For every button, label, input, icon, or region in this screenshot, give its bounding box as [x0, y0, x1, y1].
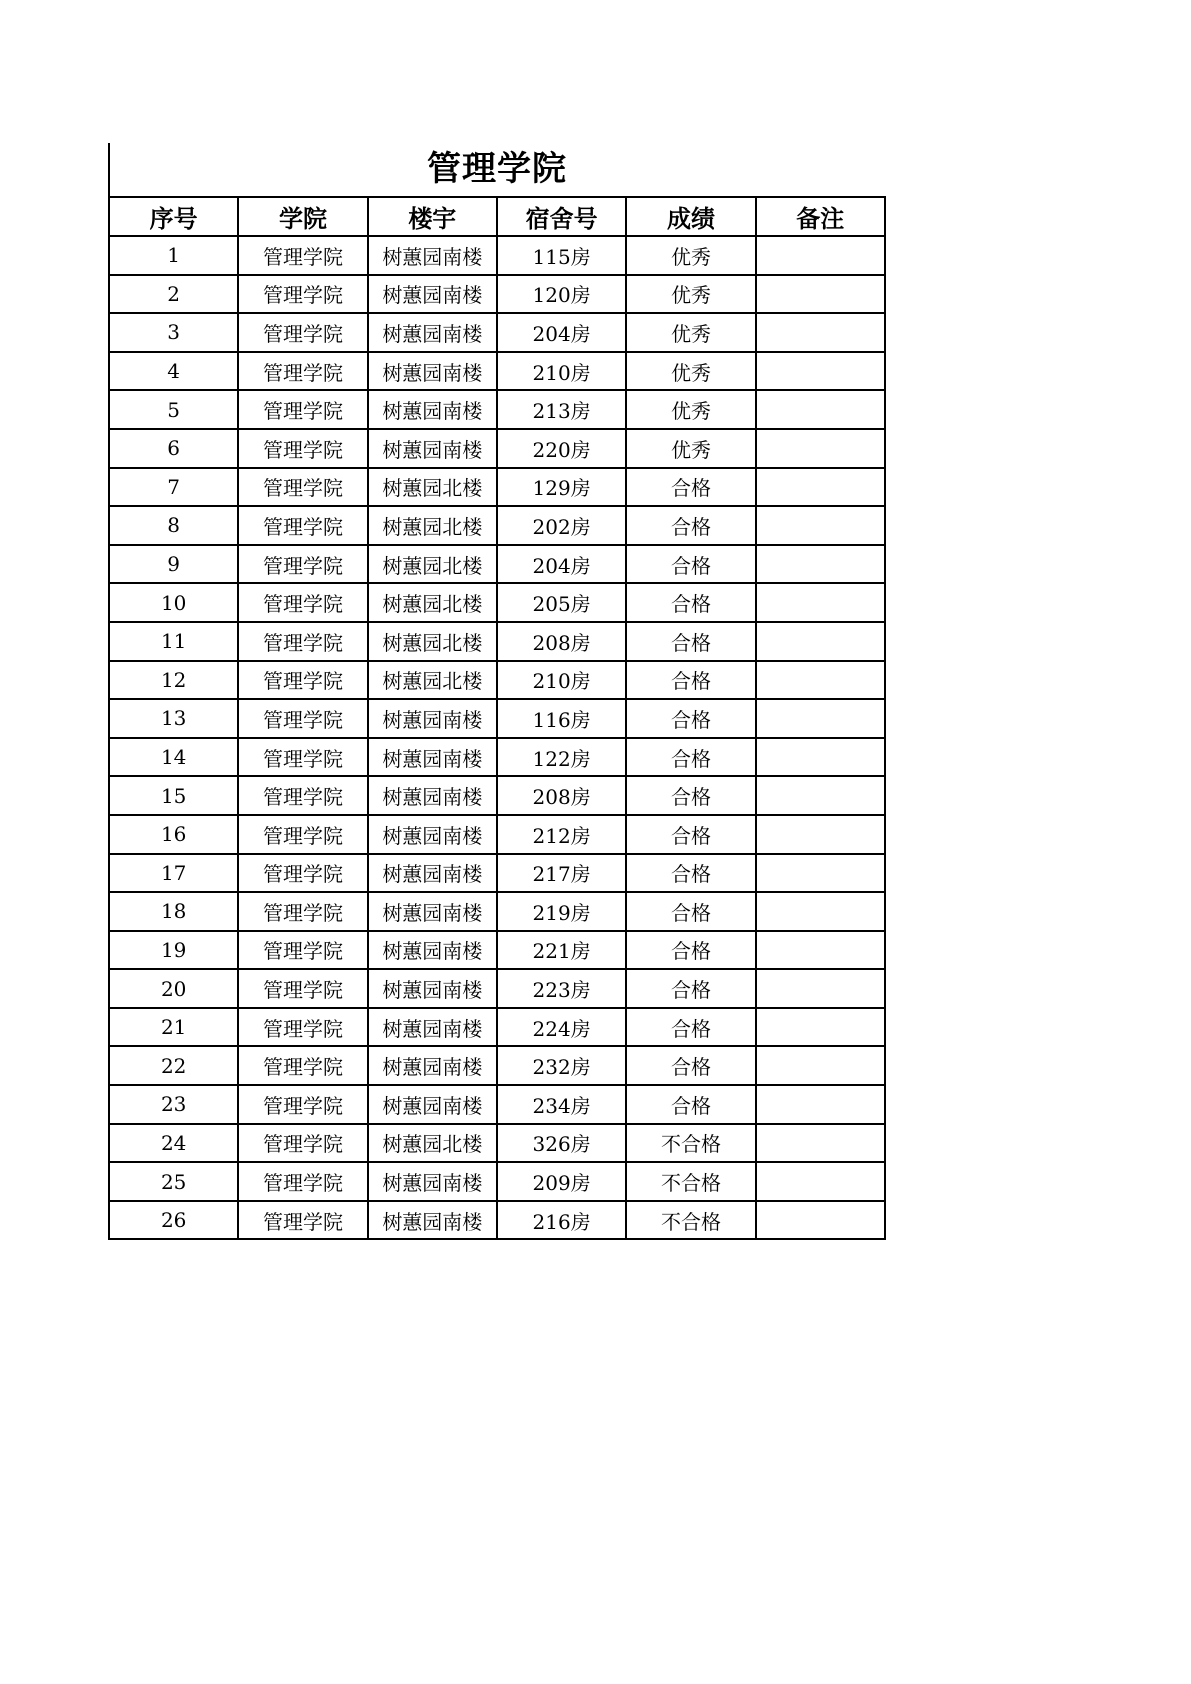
cell-grade: 不合格 [626, 1162, 755, 1201]
table-row [109, 275, 885, 314]
cell-room: 120房 [497, 275, 626, 314]
cell-index: 22 [109, 1046, 238, 1085]
cell-index: 25 [109, 1162, 238, 1201]
cell-index: 4 [109, 352, 238, 391]
cell-college: 管理学院 [238, 738, 367, 777]
cell-remarks [756, 892, 885, 931]
cell-remarks [756, 506, 885, 545]
cell-room: 204房 [497, 313, 626, 352]
cell-college: 管理学院 [238, 506, 367, 545]
cell-grade: 合格 [626, 1085, 755, 1124]
cell-remarks [756, 275, 885, 314]
cell-building: 树蕙园南楼 [368, 699, 497, 738]
table-row [109, 1008, 885, 1047]
cell-building: 树蕙园北楼 [368, 545, 497, 584]
cell-grade: 合格 [626, 892, 755, 931]
cell-index: 17 [109, 854, 238, 893]
cell-remarks [756, 1162, 885, 1201]
cell-room: 210房 [497, 352, 626, 391]
cell-grade: 优秀 [626, 352, 755, 391]
cell-room: 116房 [497, 699, 626, 738]
table-row [109, 390, 885, 429]
cell-college: 管理学院 [238, 699, 367, 738]
cell-room: 213房 [497, 390, 626, 429]
cell-building: 树蕙园南楼 [368, 429, 497, 468]
cell-college: 管理学院 [238, 1201, 367, 1240]
cell-room: 220房 [497, 429, 626, 468]
cell-grade: 合格 [626, 931, 755, 970]
cell-index: 11 [109, 622, 238, 661]
header-index: 序号 [109, 197, 238, 236]
table-row [109, 892, 885, 931]
cell-building: 树蕙园南楼 [368, 1085, 497, 1124]
header-remarks: 备注 [756, 197, 885, 236]
cell-building: 树蕙园南楼 [368, 275, 497, 314]
cell-index: 5 [109, 390, 238, 429]
table-row [109, 429, 885, 468]
cell-index: 8 [109, 506, 238, 545]
table-body [109, 236, 885, 1239]
cell-index: 1 [109, 236, 238, 275]
cell-remarks [756, 1046, 885, 1085]
cell-grade: 合格 [626, 506, 755, 545]
cell-room: 217房 [497, 854, 626, 893]
cell-remarks [756, 854, 885, 893]
cell-building: 树蕙园南楼 [368, 352, 497, 391]
table-row [109, 352, 885, 391]
cell-building: 树蕙园南楼 [368, 738, 497, 777]
table-row [109, 545, 885, 584]
cell-room: 219房 [497, 892, 626, 931]
cell-room: 208房 [497, 622, 626, 661]
cell-college: 管理学院 [238, 854, 367, 893]
cell-room: 208房 [497, 776, 626, 815]
cell-college: 管理学院 [238, 622, 367, 661]
cell-index: 3 [109, 313, 238, 352]
cell-grade: 合格 [626, 545, 755, 584]
cell-remarks [756, 468, 885, 507]
header-room: 宿舍号 [497, 197, 626, 236]
cell-building: 树蕙园南楼 [368, 390, 497, 429]
cell-grade: 合格 [626, 622, 755, 661]
cell-building: 树蕙园南楼 [368, 1162, 497, 1201]
cell-college: 管理学院 [238, 275, 367, 314]
cell-room: 210房 [497, 661, 626, 700]
cell-grade: 优秀 [626, 390, 755, 429]
cell-grade: 合格 [626, 854, 755, 893]
table-row [109, 1085, 885, 1124]
table-row [109, 236, 885, 275]
cell-college: 管理学院 [238, 1085, 367, 1124]
cell-room: 224房 [497, 1008, 626, 1047]
cell-index: 13 [109, 699, 238, 738]
cell-room: 216房 [497, 1201, 626, 1240]
cell-remarks [756, 1124, 885, 1163]
cell-grade: 合格 [626, 468, 755, 507]
cell-remarks [756, 931, 885, 970]
cell-grade: 不合格 [626, 1201, 755, 1240]
cell-college: 管理学院 [238, 776, 367, 815]
cell-building: 树蕙园北楼 [368, 1124, 497, 1163]
header-college: 学院 [238, 197, 367, 236]
cell-room: 205房 [497, 583, 626, 622]
cell-building: 树蕙园北楼 [368, 661, 497, 700]
cell-room: 122房 [497, 738, 626, 777]
cell-room: 115房 [497, 236, 626, 275]
cell-index: 9 [109, 545, 238, 584]
table-row [109, 622, 885, 661]
table-row [109, 854, 885, 893]
cell-grade: 合格 [626, 699, 755, 738]
cell-remarks [756, 815, 885, 854]
cell-grade: 合格 [626, 661, 755, 700]
cell-room: 326房 [497, 1124, 626, 1163]
cell-building: 树蕙园南楼 [368, 815, 497, 854]
cell-remarks [756, 699, 885, 738]
cell-index: 23 [109, 1085, 238, 1124]
cell-room: 212房 [497, 815, 626, 854]
table-row [109, 1201, 885, 1240]
cell-index: 16 [109, 815, 238, 854]
cell-index: 19 [109, 931, 238, 970]
table-row [109, 1046, 885, 1085]
cell-building: 树蕙园南楼 [368, 1008, 497, 1047]
cell-college: 管理学院 [238, 931, 367, 970]
cell-building: 树蕙园北楼 [368, 506, 497, 545]
title-row [108, 143, 884, 196]
header-grade: 成绩 [626, 197, 755, 236]
table-row [109, 506, 885, 545]
header-building: 楼宇 [368, 197, 497, 236]
cell-grade: 合格 [626, 776, 755, 815]
cell-building: 树蕙园南楼 [368, 313, 497, 352]
cell-index: 7 [109, 468, 238, 507]
header-row [109, 197, 885, 236]
cell-building: 树蕙园南楼 [368, 931, 497, 970]
dormitory-sheet [108, 143, 884, 1240]
cell-grade: 优秀 [626, 429, 755, 468]
cell-building: 树蕙园南楼 [368, 776, 497, 815]
cell-building: 树蕙园南楼 [368, 1201, 497, 1240]
table-row [109, 699, 885, 738]
cell-room: 223房 [497, 969, 626, 1008]
cell-room: 234房 [497, 1085, 626, 1124]
cell-remarks [756, 313, 885, 352]
cell-building: 树蕙园南楼 [368, 1046, 497, 1085]
cell-remarks [756, 738, 885, 777]
cell-college: 管理学院 [238, 1124, 367, 1163]
cell-index: 26 [109, 1201, 238, 1240]
cell-college: 管理学院 [238, 390, 367, 429]
cell-college: 管理学院 [238, 1046, 367, 1085]
cell-college: 管理学院 [238, 815, 367, 854]
cell-grade: 合格 [626, 1008, 755, 1047]
cell-remarks [756, 1201, 885, 1240]
cell-index: 6 [109, 429, 238, 468]
cell-building: 树蕙园南楼 [368, 854, 497, 893]
cell-college: 管理学院 [238, 969, 367, 1008]
cell-room: 204房 [497, 545, 626, 584]
cell-remarks [756, 390, 885, 429]
cell-index: 18 [109, 892, 238, 931]
cell-grade: 优秀 [626, 236, 755, 275]
cell-college: 管理学院 [238, 1162, 367, 1201]
cell-building: 树蕙园北楼 [368, 583, 497, 622]
cell-index: 12 [109, 661, 238, 700]
cell-grade: 优秀 [626, 275, 755, 314]
cell-college: 管理学院 [238, 545, 367, 584]
cell-grade: 合格 [626, 969, 755, 1008]
cell-remarks [756, 622, 885, 661]
table-row [109, 313, 885, 352]
cell-remarks [756, 429, 885, 468]
cell-building: 树蕙园北楼 [368, 468, 497, 507]
cell-index: 10 [109, 583, 238, 622]
cell-index: 20 [109, 969, 238, 1008]
cell-grade: 不合格 [626, 1124, 755, 1163]
cell-college: 管理学院 [238, 661, 367, 700]
cell-remarks [756, 969, 885, 1008]
cell-building: 树蕙园南楼 [368, 892, 497, 931]
cell-room: 221房 [497, 931, 626, 970]
cell-index: 24 [109, 1124, 238, 1163]
table-row [109, 776, 885, 815]
cell-grade: 合格 [626, 583, 755, 622]
cell-college: 管理学院 [238, 468, 367, 507]
table-row [109, 583, 885, 622]
cell-remarks [756, 776, 885, 815]
cell-room: 202房 [497, 506, 626, 545]
cell-index: 21 [109, 1008, 238, 1047]
cell-college: 管理学院 [238, 236, 367, 275]
cell-remarks [756, 1085, 885, 1124]
cell-remarks [756, 236, 885, 275]
cell-remarks [756, 1008, 885, 1047]
table-row [109, 815, 885, 854]
cell-grade: 合格 [626, 815, 755, 854]
cell-building: 树蕙园南楼 [368, 969, 497, 1008]
cell-grade: 优秀 [626, 313, 755, 352]
cell-room: 232房 [497, 1046, 626, 1085]
cell-building: 树蕙园南楼 [368, 236, 497, 275]
cell-college: 管理学院 [238, 352, 367, 391]
cell-grade: 合格 [626, 1046, 755, 1085]
cell-building: 树蕙园北楼 [368, 622, 497, 661]
table-row [109, 738, 885, 777]
dormitory-table [108, 196, 886, 1240]
cell-index: 2 [109, 275, 238, 314]
cell-remarks [756, 661, 885, 700]
cell-remarks [756, 352, 885, 391]
table-row [109, 1162, 885, 1201]
cell-room: 209房 [497, 1162, 626, 1201]
cell-college: 管理学院 [238, 1008, 367, 1047]
cell-college: 管理学院 [238, 313, 367, 352]
cell-remarks [756, 545, 885, 584]
cell-college: 管理学院 [238, 429, 367, 468]
cell-index: 15 [109, 776, 238, 815]
cell-index: 14 [109, 738, 238, 777]
cell-college: 管理学院 [238, 892, 367, 931]
cell-grade: 合格 [626, 738, 755, 777]
page-title: 管理学院 [427, 149, 567, 189]
cell-room: 129房 [497, 468, 626, 507]
table-row [109, 468, 885, 507]
cell-college: 管理学院 [238, 583, 367, 622]
table-row [109, 1124, 885, 1163]
table-row [109, 969, 885, 1008]
table-row [109, 661, 885, 700]
table-row [109, 931, 885, 970]
cell-remarks [756, 583, 885, 622]
